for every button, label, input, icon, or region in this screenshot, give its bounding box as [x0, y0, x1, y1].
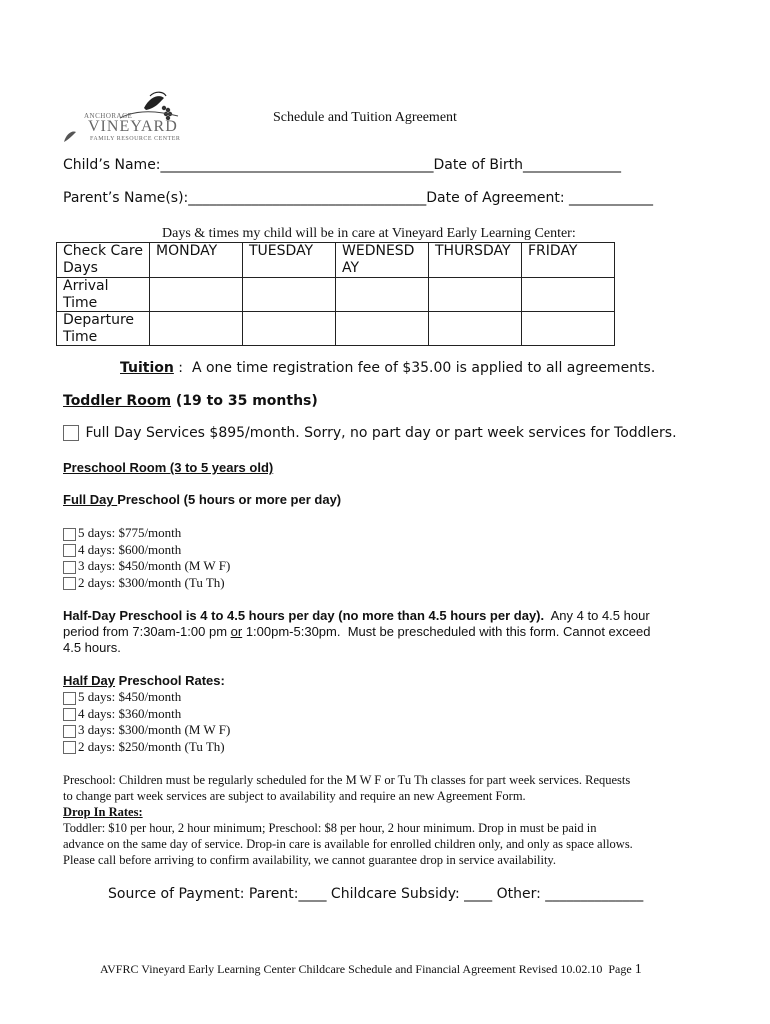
list-item [63, 706, 230, 723]
tuition-label: Tuition [120, 360, 174, 376]
table-caption: Days & times my child will be in care at Vineyard Early Learning Center: [162, 226, 576, 241]
full-day-4-checkbox[interactable] [63, 544, 76, 557]
logo-line-3: FAMILY RESOURCE CENTER [90, 136, 181, 142]
row-label-arrival: Arrival Time [57, 278, 150, 312]
arrival-tuesday-cell[interactable] [243, 278, 336, 312]
table-header-row [57, 243, 615, 278]
half-day-2-checkbox[interactable] [63, 741, 76, 754]
departure-thursday-cell[interactable] [429, 312, 522, 346]
half-day-note-bold: Half-Day Preschool is 4 to 4.5 hours per day (no more than 4.5 hours per day). [63, 608, 545, 623]
departure-friday-cell[interactable] [522, 312, 615, 346]
preschool-heading: Preschool Room (3 to 5 years old) [63, 460, 274, 475]
full-day-5-checkbox[interactable] [63, 528, 76, 541]
list-item [63, 558, 230, 575]
full-day-option-label: 2 days: $300/month (Tu Th) [78, 574, 225, 590]
half-day-option-label: 3 days: $300/month (M W F) [78, 722, 231, 737]
half-day-note-text1: Any 4 to 4.5 hour [544, 608, 650, 623]
drop-in-line-2: advance on the same day of service. Drop-in care is available for enrolled children only, and only as space allows. [63, 837, 633, 851]
half-day-note-line-3: 4.5 hours. [63, 640, 121, 655]
list-item [63, 739, 230, 756]
toddler-heading [63, 393, 318, 409]
page-title: Schedule and Tuition Agreement [273, 110, 457, 125]
departure-monday-cell[interactable] [150, 312, 243, 346]
half-day-4-checkbox[interactable] [63, 708, 76, 721]
table-row [57, 312, 615, 346]
half-day-note-line-1 [63, 608, 650, 624]
preschool-note [63, 772, 633, 868]
half-day-3-checkbox[interactable] [63, 725, 76, 738]
toddler-option [63, 425, 677, 441]
arrival-monday-cell[interactable] [150, 278, 243, 312]
half-day-heading-rest: Preschool Rates: [115, 673, 225, 688]
full-day-heading-rest: Preschool (5 hours or more per day) [117, 492, 342, 507]
logo-line-1: ANCHORAGE [84, 112, 133, 120]
header-friday: FRIDAY [522, 243, 615, 278]
half-day-note-text2: period from 7:30am-1:00 pm [63, 624, 231, 639]
arrival-friday-cell[interactable] [522, 278, 615, 312]
toddler-option-label: Full Day Services $895/month. Sorry, no part day or part week services for Toddlers. [85, 425, 677, 441]
footer-page-number: 1 [634, 962, 642, 977]
header-check-care-days: Check Care Days [57, 243, 150, 278]
full-day-option-label: 4 days: $600/month [78, 541, 182, 557]
arrival-thursday-cell[interactable] [429, 278, 522, 312]
full-day-2-checkbox[interactable] [63, 577, 76, 590]
list-item [63, 722, 230, 739]
tuition-text: A one time registration fee of $35.00 is applied to all agreements. [191, 360, 656, 376]
half-day-heading-u: Half Day [63, 673, 116, 688]
schedule-table [56, 242, 615, 346]
row-label-departure: Departure Time [57, 312, 150, 346]
half-day-option-label: 4 days: $360/month [78, 705, 182, 721]
logo [60, 88, 190, 150]
footer-text: AVFRC Vineyard Early Learning Center Childcare Schedule and Financial Agreement Revised 10.02.10 Page [100, 962, 635, 976]
drop-in-line-3: Please call before arriving to confirm availability, we cannot guarantee drop in service availability. [63, 853, 556, 867]
tuition-sep: : [173, 360, 192, 376]
table-row [57, 278, 615, 312]
drop-in-line-1: Toddler: $10 per hour, 2 hour minimum; Preschool: $8 per hour, 2 hour minimum. Drop in must be paid in [63, 821, 597, 835]
footer [100, 962, 642, 978]
full-day-heading-u: Full Day [63, 492, 118, 507]
logo-line-2: VINEYARD [88, 118, 178, 135]
half-day-note-line-2 [63, 624, 650, 640]
toddler-heading-extra: (19 to 35 months) [171, 393, 318, 409]
toddler-heading-label: Toddler Room [63, 393, 172, 409]
departure-tuesday-cell[interactable] [243, 312, 336, 346]
half-day-5-checkbox[interactable] [63, 692, 76, 705]
full-day-option-label: 5 days: $775/month [78, 525, 182, 540]
departure-wednesday-cell[interactable] [336, 312, 429, 346]
list-item [63, 542, 230, 559]
list-item [63, 689, 230, 706]
half-day-note [63, 608, 650, 656]
header-monday: MONDAY [150, 243, 243, 278]
half-day-option-label: 2 days: $250/month (Tu Th) [78, 738, 225, 754]
drop-in-heading: Drop In Rates: [63, 805, 143, 819]
full-day-options [63, 525, 230, 591]
half-day-option-label: 5 days: $450/month [78, 689, 182, 704]
arrival-wednesday-cell[interactable] [336, 278, 429, 312]
preschool-note-line-2: to change part week services are subject to availability and require an new Agreement Form. [63, 789, 526, 803]
tuition-line [120, 360, 655, 376]
half-day-heading [63, 673, 225, 688]
full-day-option-label: 3 days: $450/month (M W F) [78, 558, 231, 573]
preschool-note-line-1: Preschool: Children must be regularly scheduled for the M W F or Tu Th classes for part week services. Requests [63, 773, 631, 787]
full-day-3-checkbox[interactable] [63, 561, 76, 574]
toddler-full-day-checkbox[interactable] [63, 425, 79, 441]
parents-name-line: Parent’s Name(s):__________________________________Date of Agreement: ____________ [63, 190, 654, 206]
list-item [63, 575, 230, 592]
half-day-note-text3: 1:00pm-5:30pm. Must be prescheduled with this form. Cannot exceed [242, 624, 651, 639]
header-wednesday: WEDNESD AY [336, 243, 429, 278]
list-item [63, 525, 230, 542]
childs-name-line: Child’s Name:_______________________________________Date of Birth______________ [63, 157, 621, 173]
half-day-note-or: or [230, 624, 243, 639]
header-thursday: THURSDAY [429, 243, 522, 278]
half-day-options [63, 689, 230, 755]
full-day-heading [63, 492, 341, 507]
header-tuesday: TUESDAY [243, 243, 336, 278]
payment-line: Source of Payment: Parent:____ Childcare Subsidy: ____ Other: ______________ [108, 886, 644, 902]
